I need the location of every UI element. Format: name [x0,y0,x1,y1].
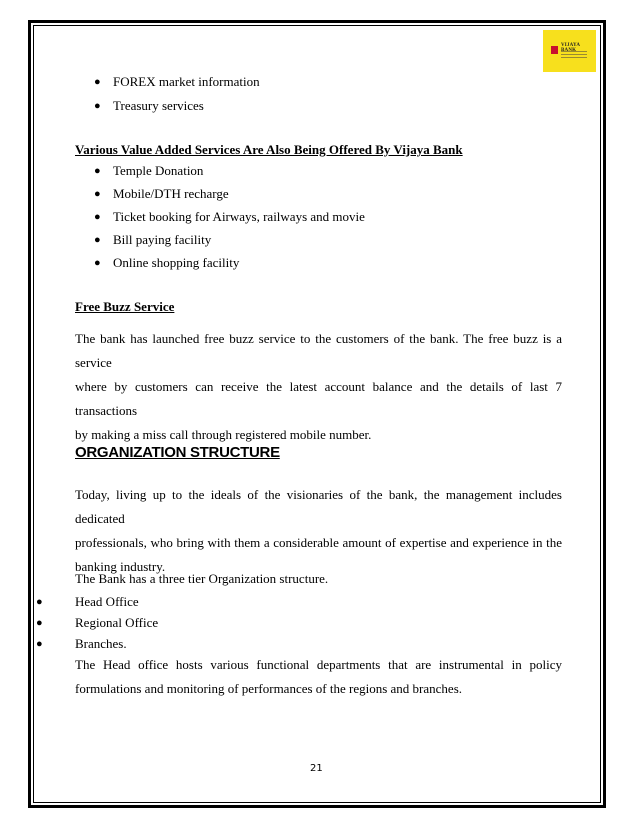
bullet-icon: ● [36,617,43,629]
logo-emblem-icon [551,46,558,54]
value-added-heading: Various Value Added Services Are Also Being Offered By Vijaya Bank [75,142,463,157]
list-item: Online shopping facility [113,255,240,270]
logo-text: VIJAYA [561,43,580,48]
page-number: 21 [310,763,323,774]
list-item: Mobile/DTH recharge [113,186,229,201]
closing-paragraph: The Head office hosts various functional departments that are instrumental in policy formulations and monitoring of performances of the regions and branches. [75,657,562,696]
bullet-icon: ● [94,100,101,112]
bullet-icon: ● [94,257,101,269]
list-item: FOREX market information [113,74,260,89]
bullet-icon: ● [36,638,43,650]
list-item: Treasury services [113,98,204,113]
list-item: Temple Donation [113,163,204,178]
org-structure-heading: ORGANIZATION STRUCTURE [75,444,280,461]
list-item: Ticket booking for Airways, railways and movie [113,209,365,224]
list-item: Bill paying facility [113,232,212,247]
tier-intro: The Bank has a three tier Organization structure. [75,571,329,586]
bullet-icon: ● [94,76,101,88]
free-buzz-heading: Free Buzz Service [75,299,175,314]
bullet-icon: ● [94,211,101,223]
list-item: Branches. [75,636,127,651]
bullet-icon: ● [94,188,101,200]
vijaya-bank-logo [543,30,596,72]
list-item: Head Office [75,594,139,609]
bullet-icon: ● [36,596,43,608]
free-buzz-paragraph: The bank has launched free buzz service to the customers of the bank. The free buzz is a service where by customers can receive the latest account balance and the details of last 7 transactions by making a miss call through registered mobile number. [75,331,562,442]
list-item: Regional Office [75,615,159,630]
bullet-icon: ● [94,165,101,177]
org-paragraph: Today, living up to the ideals of the visionaries of the bank, the management includes dedicated professionals, who bring with them a considerable amount of expertise and experience in the banking industry. [75,487,562,574]
bullet-icon: ● [94,234,101,246]
